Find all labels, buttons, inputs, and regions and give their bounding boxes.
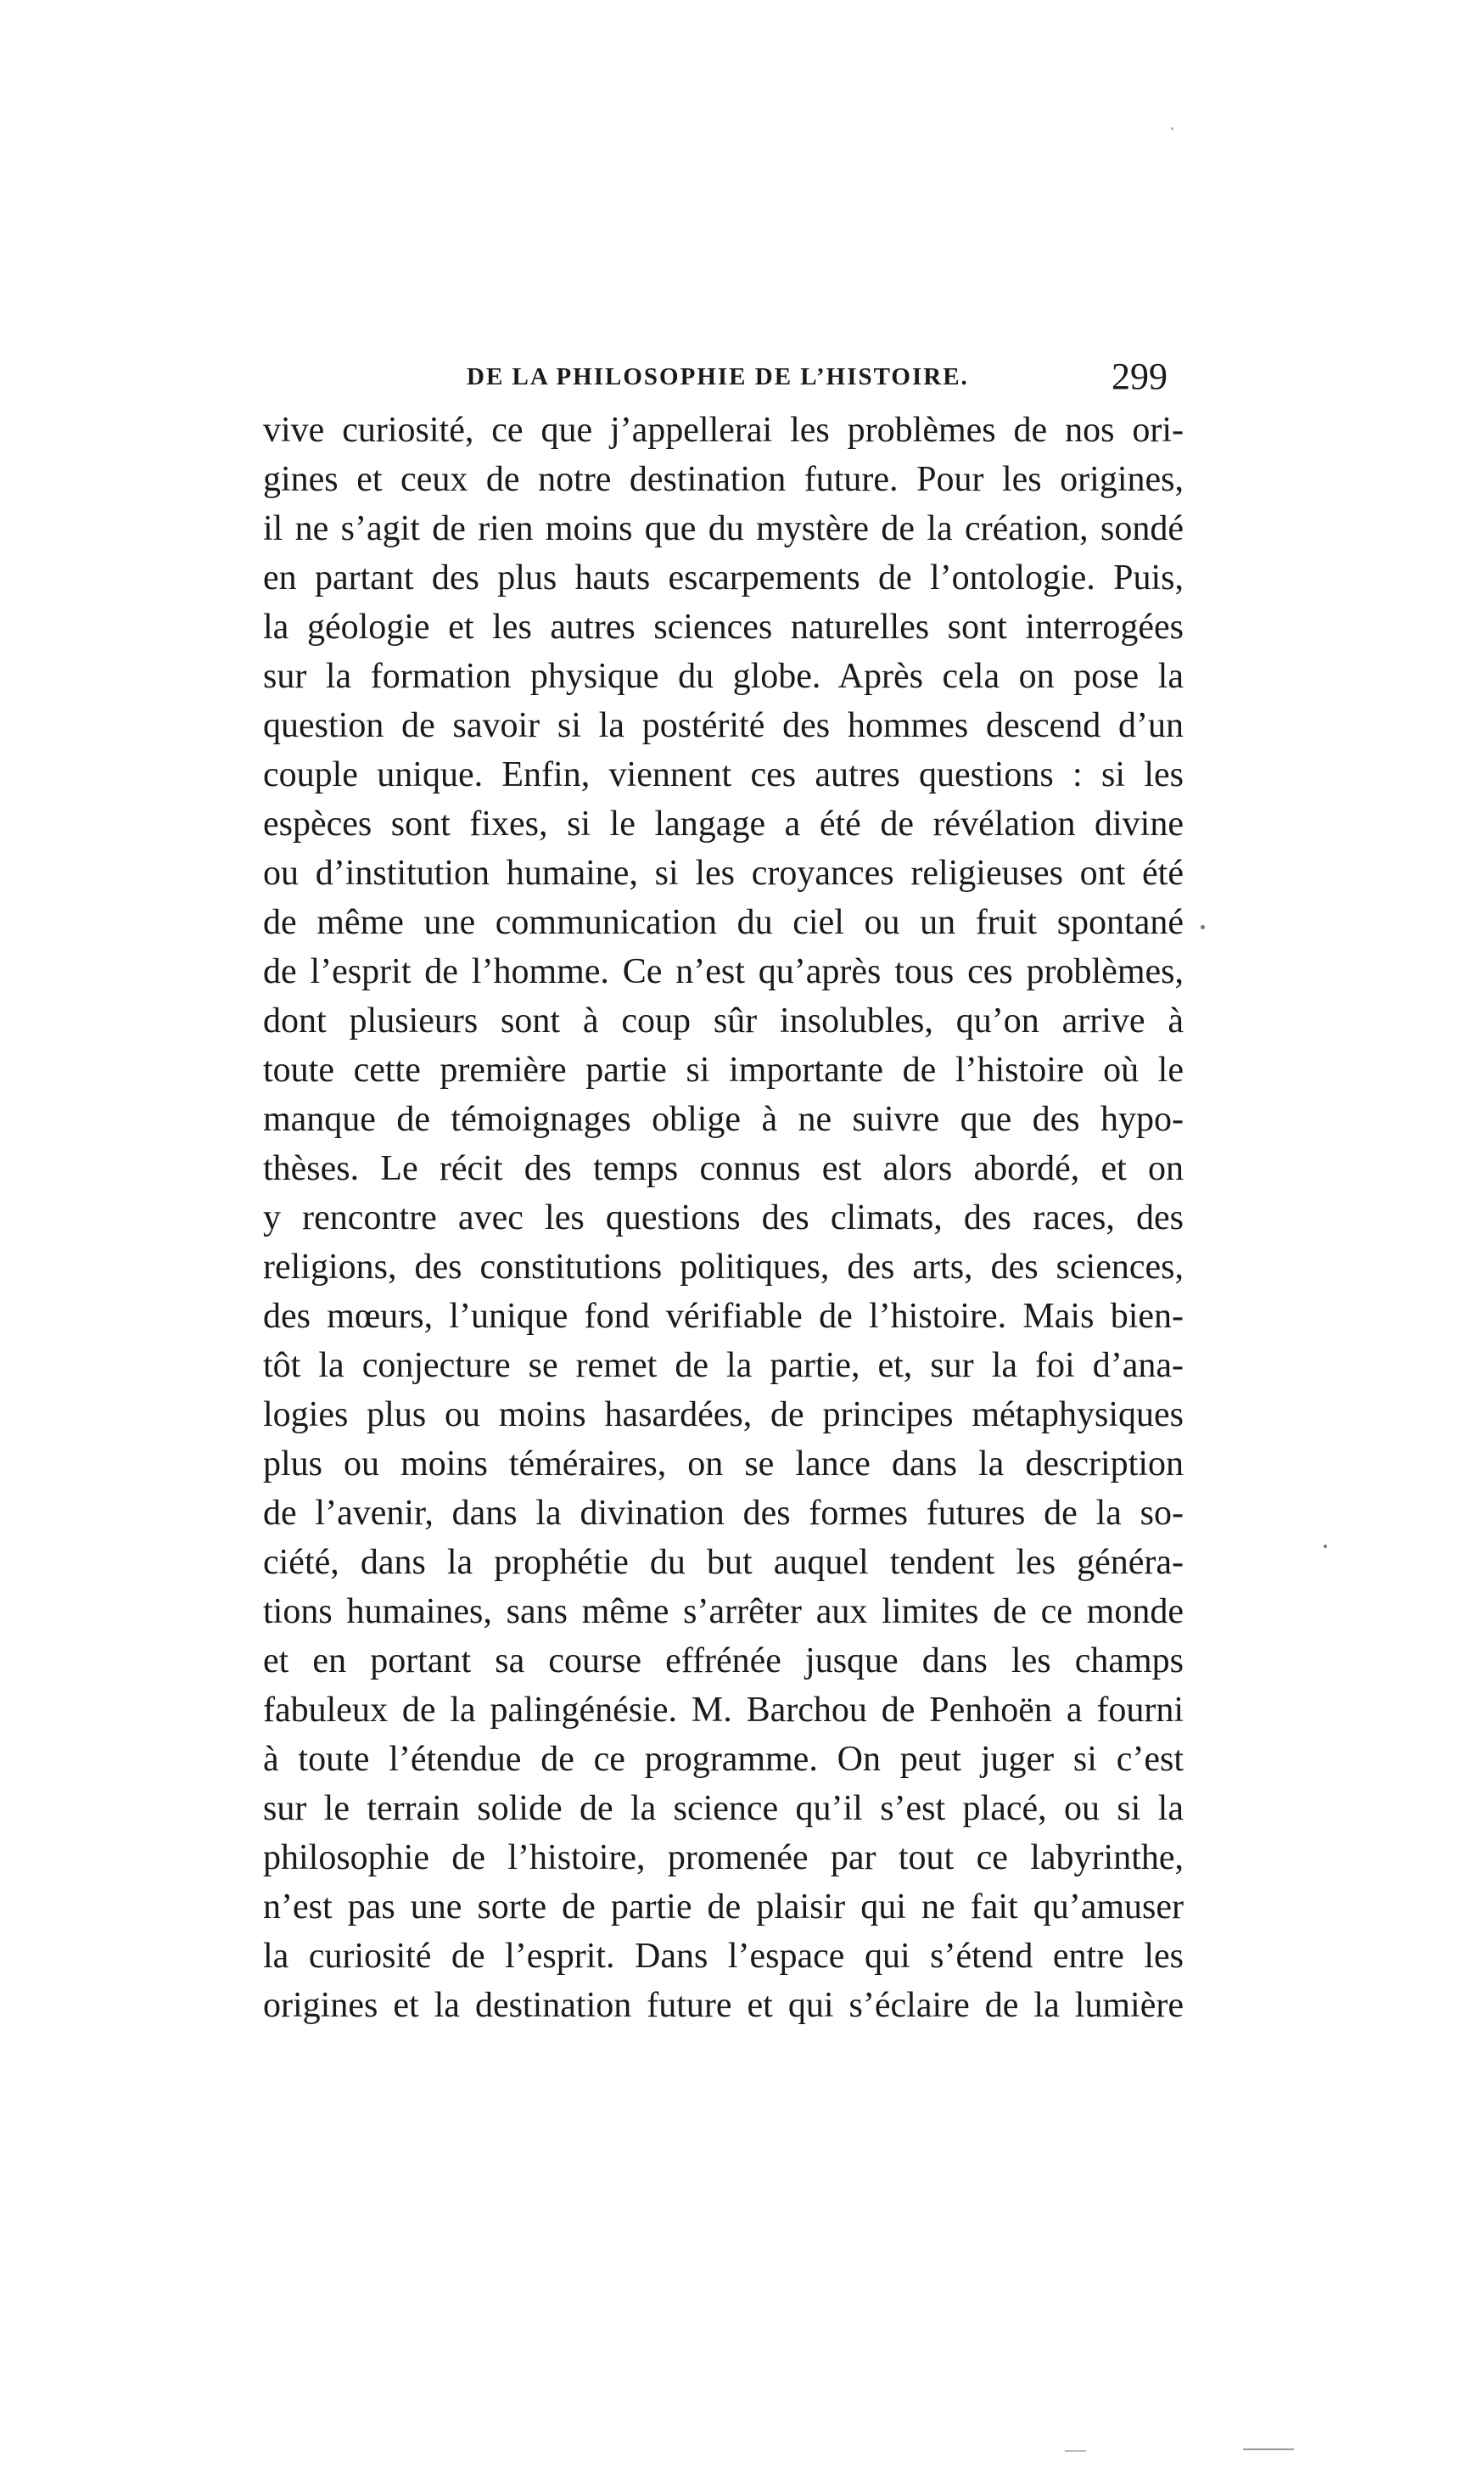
scan-rule (1243, 2448, 1294, 2450)
text-line: gines et ceux de notre destination future. Pour les origines, (263, 460, 1184, 499)
text-line: tions humaines, sans même s’arrêter aux limites de ce monde (263, 1592, 1184, 1631)
text-line: n’est pas une sorte de partie de plaisir qui ne fait qu’amuser (263, 1887, 1184, 1927)
text-line: il ne s’agit de rien moins que du mystère de la création, sondé (263, 509, 1184, 548)
text-line: fabuleux de la palingénésie. M. Barchou de Penhoën a fourni (263, 1691, 1184, 1730)
text-line: la géologie et les autres sciences naturelles sont interrogées (263, 608, 1184, 647)
text-line: de l’avenir, dans la divination des formes futures de la so- (263, 1494, 1184, 1533)
text-line: vive curiosité, ce que j’appellerai les problèmes de nos ori- (263, 411, 1184, 450)
text-line: philosophie de l’histoire, promenée par tout ce labyrinthe, (263, 1838, 1184, 1877)
text-line: ou d’institution humaine, si les croyances religieuses ont été (263, 854, 1184, 893)
text-line: origines et la destination future et qui s’éclaire de la lumière (263, 1986, 1184, 2025)
text-line: ciété, dans la prophétie du but auquel tendent les généra- (263, 1543, 1184, 1582)
text-line: y rencontre avec les questions des climats, des races, des (263, 1198, 1184, 1237)
scan-rule (1065, 2450, 1086, 2452)
text-line: de l’esprit de l’homme. Ce n’est qu’après tous ces problèmes, (263, 952, 1184, 991)
scan-speck (1201, 925, 1205, 929)
page-number: 299 (1112, 356, 1168, 397)
text-line: religions, des constitutions politiques, des arts, des sciences, (263, 1248, 1184, 1287)
text-line: et en portant sa course effrénée jusque dans les champs (263, 1641, 1184, 1680)
body-text (263, 406, 1184, 2030)
running-title: DE LA PHILOSOPHIE DE L’HISTOIRE. (467, 363, 969, 390)
text-line: espèces sont fixes, si le langage a été de révélation divine (263, 805, 1184, 844)
scan-speck (1171, 127, 1173, 130)
text-line: à toute l’étendue de ce programme. On peut juger si c’est (263, 1740, 1184, 1779)
text-line: question de savoir si la postérité des hommes descend d’un (263, 706, 1184, 745)
text-line: sur le terrain solide de la science qu’il s’est placé, ou si la (263, 1789, 1184, 1828)
scan-speck (1324, 1545, 1327, 1548)
text-line: la curiosité de l’esprit. Dans l’espace qui s’étend entre les (263, 1937, 1184, 1976)
text-line: logies plus ou moins hasardées, de principes métaphysiques (263, 1395, 1184, 1434)
text-line: toute cette première partie si importante de l’histoire où le (263, 1051, 1184, 1090)
text-line: tôt la conjecture se remet de la partie, et, sur la foi d’ana- (263, 1346, 1184, 1385)
text-line: couple unique. Enfin, viennent ces autres questions : si les (263, 755, 1184, 794)
text-line: sur la formation physique du globe. Après cela on pose la (263, 657, 1184, 696)
text-line: thèses. Le récit des temps connus est alors abordé, et on (263, 1149, 1184, 1188)
text-line: des mœurs, l’unique fond vérifiable de l’histoire. Mais bien- (263, 1297, 1184, 1336)
text-line: plus ou moins téméraires, on se lance dans la description (263, 1444, 1184, 1484)
text-line: dont plusieurs sont à coup sûr insolubles, qu’on arrive à (263, 1001, 1184, 1040)
text-line: de même une communication du ciel ou un fruit spontané (263, 903, 1184, 942)
running-head (255, 355, 1188, 406)
text-line: manque de témoignages oblige à ne suivre que des hypo- (263, 1100, 1184, 1139)
text-line: en partant des plus hauts escarpements de l’ontologie. Puis, (263, 558, 1184, 597)
